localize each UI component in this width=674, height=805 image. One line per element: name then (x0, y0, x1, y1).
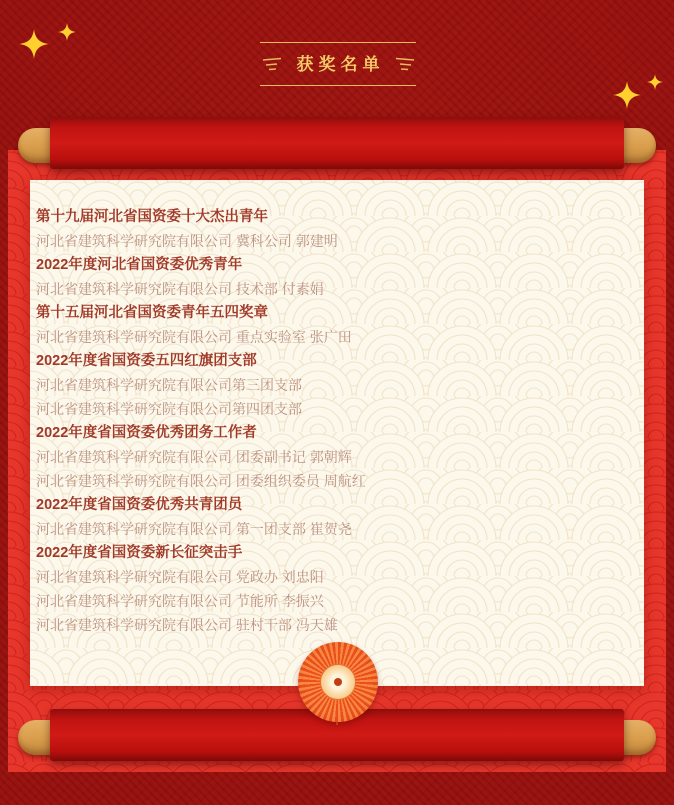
award-winner: 河北省建筑科学研究院有限公司 技术部 付素娟 (36, 281, 324, 297)
page-title: 获奖名单 (296, 54, 385, 74)
title-top-rule (260, 42, 416, 43)
sparkle-star-icon (58, 23, 76, 41)
paper-fan-icon (298, 642, 378, 722)
left-dash-motif-icon (260, 56, 282, 72)
award-winner: 河北省建筑科学研究院有限公司 节能所 李振兴 (36, 593, 324, 609)
scroll-rod-top (50, 117, 624, 169)
award-panel (30, 180, 644, 686)
award-title: 2022年度省国资委优秀团务工作者 (36, 425, 257, 441)
award-winner: 河北省建筑科学研究院有限公司 第一团支部 崔贺尧 (36, 521, 352, 537)
award-winner: 河北省建筑科学研究院有限公司 团委组织委员 周航红 (36, 473, 366, 489)
sparkle-star-icon (647, 74, 663, 90)
sparkle-star-icon (613, 81, 641, 109)
award-title: 2022年度省国资委优秀共青团员 (36, 497, 243, 513)
award-title: 第十五届河北省国资委青年五四奖章 (36, 305, 268, 321)
right-dash-motif-icon (395, 56, 417, 72)
award-title: 第十九届河北省国资委十大杰出青年 (36, 209, 268, 225)
award-winner: 河北省建筑科学研究院有限公司第四团支部 (36, 401, 302, 417)
award-winner: 河北省建筑科学研究院有限公司 团委副书记 郭朝辉 (36, 449, 352, 465)
award-title: 2022年度省国资委五四红旗团支部 (36, 353, 257, 369)
award-winner: 河北省建筑科学研究院有限公司第三团支部 (36, 377, 302, 393)
award-winner: 河北省建筑科学研究院有限公司 党政办 刘忠阳 (36, 569, 324, 585)
award-title: 2022年度省国资委新长征突击手 (36, 545, 243, 561)
sparkle-star-icon (19, 29, 49, 59)
award-list (30, 180, 644, 637)
award-title: 2022年度河北省国资委优秀青年 (36, 257, 243, 273)
award-winner: 河北省建筑科学研究院有限公司 重点实验室 张广田 (36, 329, 352, 345)
title-block (257, 42, 419, 86)
title-bottom-rule (260, 85, 416, 86)
award-winner: 河北省建筑科学研究院有限公司 冀科公司 郭建明 (36, 233, 338, 249)
award-winner: 河北省建筑科学研究院有限公司 驻村干部 冯天雄 (36, 617, 338, 633)
